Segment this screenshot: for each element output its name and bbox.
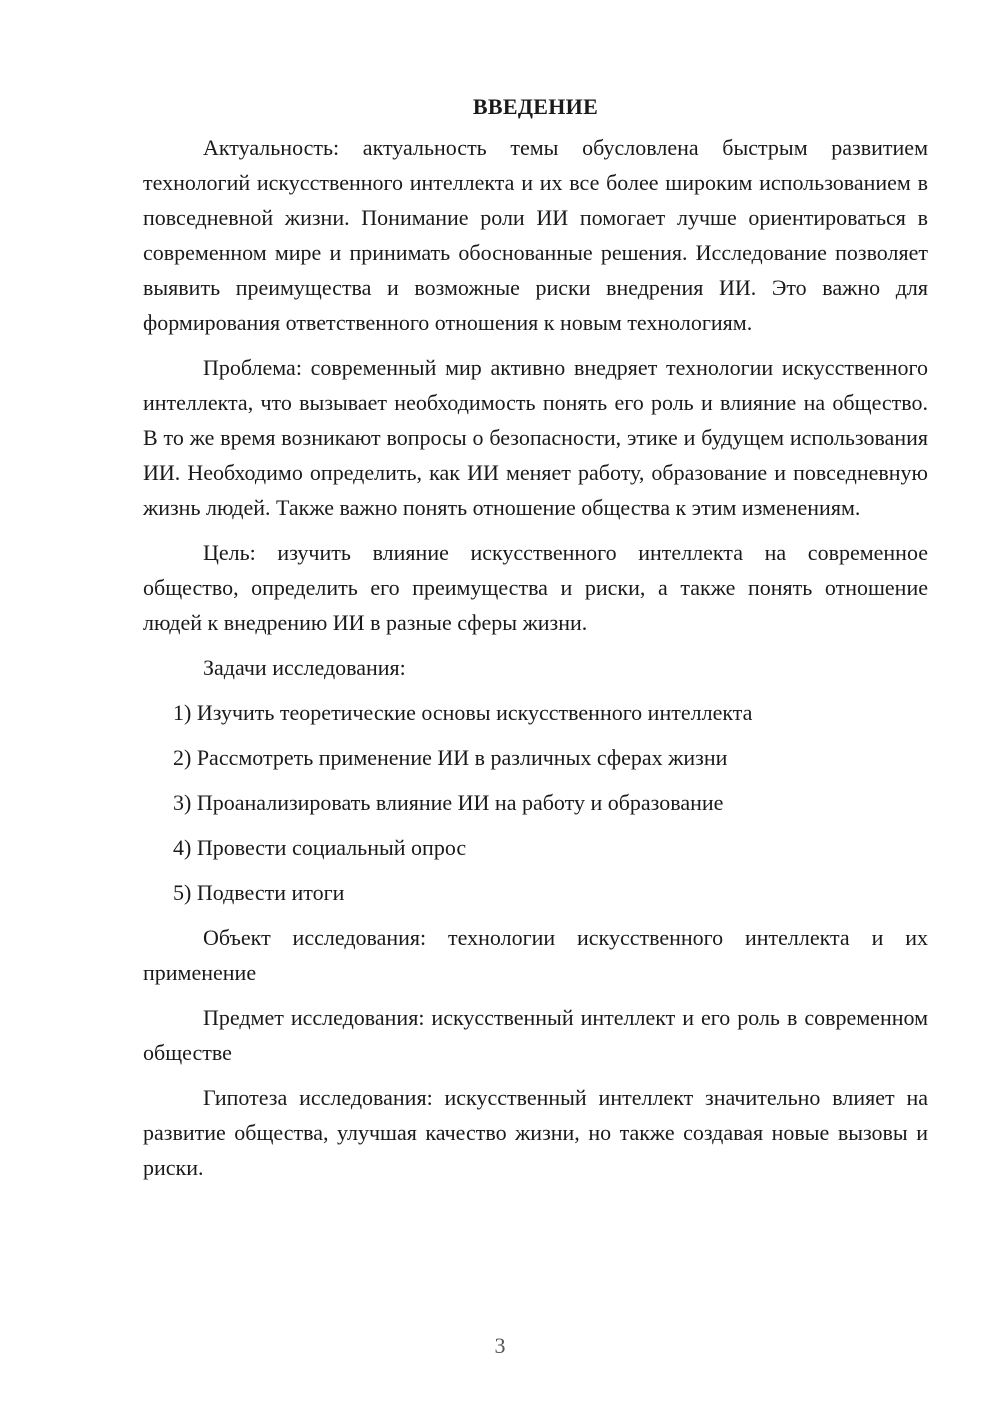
list-item: 1) Изучить теоретические основы искусственного интеллекта: [173, 700, 753, 725]
paragraph-subject: Предмет исследования: искусственный интеллект и его роль в современном обществе: [143, 1005, 928, 1065]
page-title: ВВЕДЕНИЕ: [472, 94, 599, 119]
paragraph-goal: Цель: изучить влияние искусственного интеллекта на современное общество, определить его преимущества и риски, а также понять отношение людей к внедрению ИИ в разные сферы жизни.: [143, 540, 928, 635]
tasks-heading: Задачи исследования:: [203, 655, 406, 680]
paragraph-problem: Проблема: современный мир активно внедряет технологии искусственного интеллекта, что вызывает необходимость понять его роль и влияние на общество. В то же время возникают вопросы о безопасности, этике и будущем использования ИИ. Необходимо определить, как ИИ меняет работу, образование и повседневную жизнь людей. Также важно понять отношение общества к этим изменениям.: [143, 355, 928, 520]
page-number: 3: [494, 1333, 506, 1358]
tasks-list: [143, 695, 928, 910]
paragraph-object: Объект исследования: технологии искусственного интеллекта и их применение: [143, 925, 928, 985]
list-item: 2) Рассмотреть применение ИИ в различных сферах жизни: [173, 745, 728, 770]
paragraph-hypothesis: Гипотеза исследования: искусственный интеллект значительно влияет на развитие общества, улучшая качество жизни, но также создавая новые вызовы и риски.: [143, 1085, 928, 1180]
document-page: [143, 92, 928, 1195]
list-item: 5) Подвести итоги: [173, 880, 345, 905]
list-item: 4) Провести социальный опрос: [173, 835, 467, 860]
list-item: 3) Проанализировать влияние ИИ на работу и образование: [173, 790, 724, 815]
paragraph-relevance: Актуальность: актуальность темы обусловлена быстрым развитием технологий искусственного интеллекта и их все более широким использованием в повседневной жизни. Понимание роли ИИ помогает лучше ориентироваться в современном мире и принимать обоснованные решения. Исследование позволяет выявить преимущества и возможные риски внедрения ИИ. Это важно для формирования ответственного отношения к новым технологиям.: [143, 135, 928, 335]
